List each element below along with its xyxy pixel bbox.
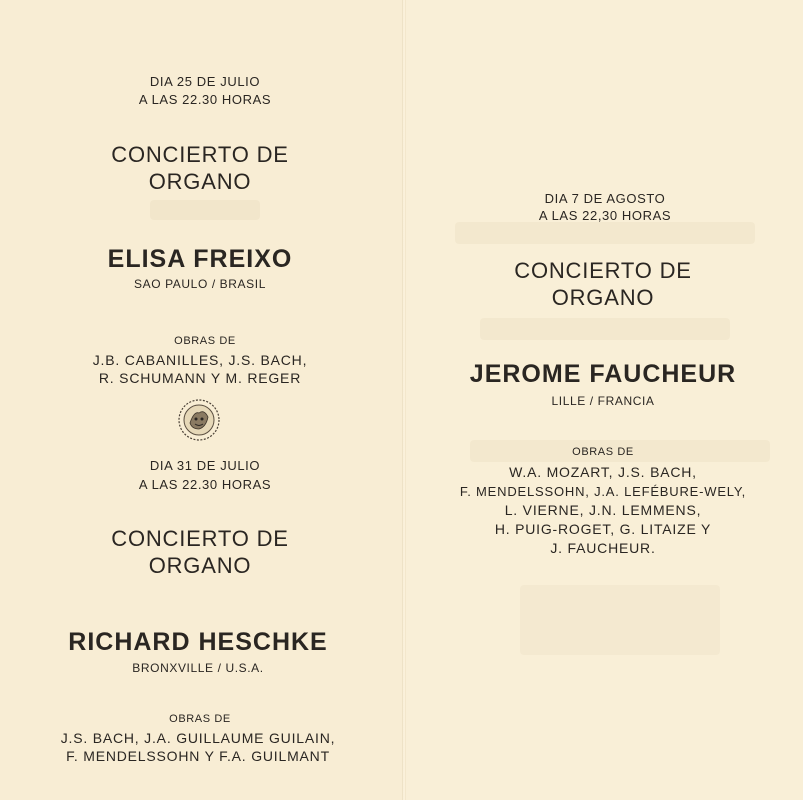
concert3-works-line4: H. PUIG-ROGET, G. LITAIZE Y xyxy=(494,521,712,537)
concert3-works-line5: J. FAUCHEUR. xyxy=(550,540,656,556)
page-fold xyxy=(402,0,406,800)
concert1-date: DIA 25 DE JULIO xyxy=(149,74,261,89)
concert1-performer: ELISA FREIXO xyxy=(107,245,293,273)
concert1-title-line1: CONCIERTO DE xyxy=(111,142,289,167)
concert1-time: A LAS 22.30 HORAS xyxy=(138,92,272,107)
concert3-works-line2: F. MENDELSSOHN, J.A. LEFÉBURE-WELY, xyxy=(459,484,747,499)
concert2-title-line1: CONCIERTO DE xyxy=(111,526,289,551)
concert1-works-line1: J.B. CABANILLES, J.S. BACH, xyxy=(92,352,308,368)
concert2-origin: BRONXVILLE / U.S.A. xyxy=(132,661,264,675)
concert2-date: DIA 31 DE JULIO xyxy=(149,458,261,473)
concert1-origin: SAO PAULO / BRASIL xyxy=(134,277,266,291)
concert1-title-line2: ORGANO xyxy=(148,169,252,194)
concert3-title-line2: ORGANO xyxy=(551,285,655,310)
concert2-title-line2: ORGANO xyxy=(148,553,252,578)
concert3-title-line1: CONCIERTO DE xyxy=(514,258,692,283)
concert3-works-line1: W.A. MOZART, J.S. BACH, xyxy=(509,464,697,480)
concert3-time: A LAS 22,30 HORAS xyxy=(538,208,672,223)
concert3-works-heading: OBRAS DE xyxy=(572,446,634,458)
concert3-performer: JEROME FAUCHEUR xyxy=(469,360,737,388)
concert3-works-line3: L. VIERNE, J.N. LEMMENS, xyxy=(504,502,702,518)
concert3-origin: LILLE / FRANCIA xyxy=(551,394,655,408)
ornamental-seal-icon xyxy=(176,397,222,443)
show-through-mark xyxy=(150,200,260,220)
concert3-date: DIA 7 DE AGOSTO xyxy=(544,191,666,206)
concert2-works-heading: OBRAS DE xyxy=(169,713,231,725)
concert1-works-heading: OBRAS DE xyxy=(174,335,236,347)
concert2-works-line2: F. MENDELSSOHN Y F.A. GUILMANT xyxy=(66,748,330,764)
show-through-mark xyxy=(520,585,720,655)
concert2-works-line1: J.S. BACH, J.A. GUILLAUME GUILAIN, xyxy=(60,730,336,746)
concert1-works-line2: R. SCHUMANN Y M. REGER xyxy=(98,370,302,386)
show-through-mark xyxy=(455,222,755,244)
concert2-performer: RICHARD HESCHKE xyxy=(68,628,328,656)
concert2-time: A LAS 22.30 HORAS xyxy=(138,477,272,492)
show-through-mark xyxy=(480,318,730,340)
